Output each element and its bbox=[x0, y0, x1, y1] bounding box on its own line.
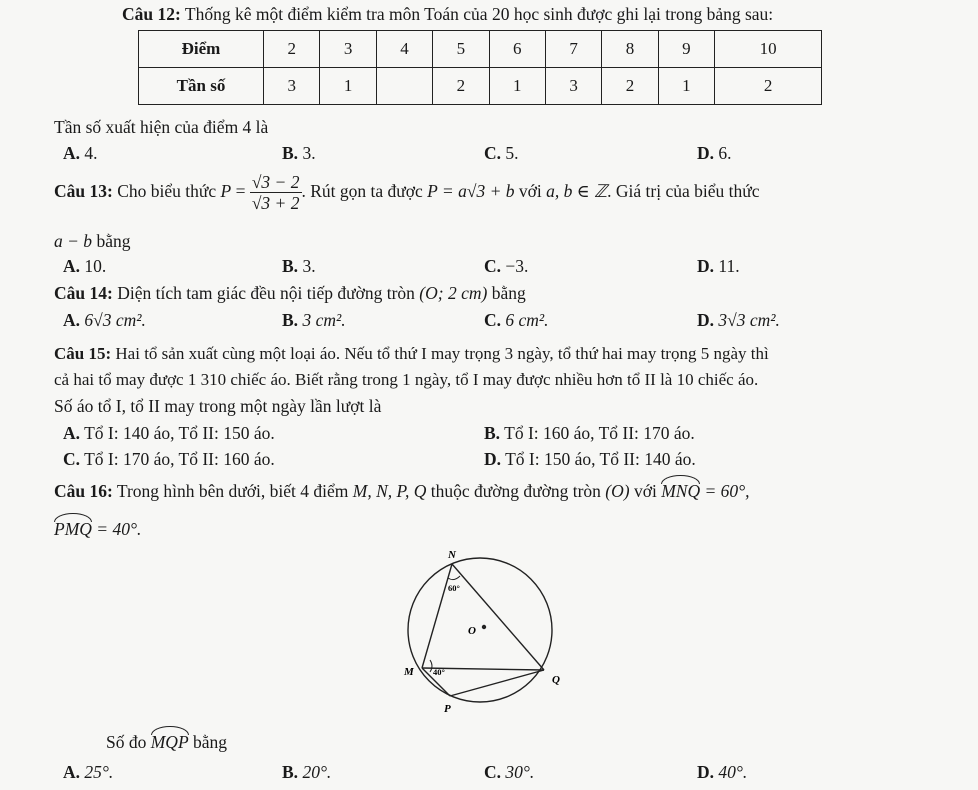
table-header-tanso: Tần số bbox=[139, 68, 264, 105]
q15-text-line1: Hai tổ sản xuất cùng một loại áo. Nếu tổ thứ I may trọng 3 ngày, tổ thứ hai may trọng 5 ngày thì bbox=[115, 344, 769, 363]
table-cell: 2 bbox=[715, 68, 822, 105]
q15-option-b[interactable] bbox=[484, 423, 695, 444]
option-key: D. bbox=[697, 256, 715, 276]
label-p: P bbox=[444, 703, 451, 715]
table-cell: 1 bbox=[658, 68, 714, 105]
table-cell: 6 bbox=[489, 31, 545, 68]
fraction-denominator: √3 + 2 bbox=[251, 193, 300, 214]
q15-option-a[interactable] bbox=[63, 423, 275, 444]
q16-line1 bbox=[54, 481, 750, 502]
table-row-scores bbox=[139, 31, 822, 68]
q13-line2 bbox=[54, 231, 130, 252]
option-text: 10. bbox=[84, 256, 107, 276]
option-text: Tổ I: 140 áo, Tổ II: 150 áo. bbox=[84, 423, 275, 443]
option-text: Tổ I: 160 áo, Tổ II: 170 áo. bbox=[504, 423, 695, 443]
q16-arc2-val: = 40°. bbox=[96, 519, 142, 539]
option-text: 3 cm². bbox=[302, 310, 346, 330]
q13-line1: Câu 13: Cho biểu thức P = $\frac{√3 - 2}{√3 + 2}$ . Rút gọn ta được P = a√3 + b với a, b ∈ ℤ. Giá trị của biểu thức bbox=[54, 172, 760, 214]
table-cell: 8 bbox=[602, 31, 658, 68]
option-text: 6√3 cm². bbox=[84, 310, 146, 330]
option-text: Tổ I: 150 áo, Tổ II: 140 áo. bbox=[505, 449, 696, 469]
q13-condition: a, b ∈ ℤ bbox=[546, 181, 608, 201]
option-text: 40°. bbox=[718, 762, 748, 782]
table-cell: 10 bbox=[715, 31, 822, 68]
option-key: C. bbox=[484, 256, 502, 276]
q15-line3: Số áo tổ I, tổ II may trong một ngày lần lượt là bbox=[54, 396, 382, 416]
q13-label: Câu 13: bbox=[54, 181, 113, 201]
q16-option-d[interactable] bbox=[697, 762, 747, 783]
table-cell: 2 bbox=[602, 68, 658, 105]
option-key: D. bbox=[484, 449, 502, 469]
q14-text: Diện tích tam giác đều nội tiếp đường tròn bbox=[117, 283, 415, 303]
option-key: A. bbox=[63, 143, 81, 163]
option-key: C. bbox=[484, 762, 502, 782]
q14-circle: (O; 2 cm) bbox=[419, 283, 488, 303]
table-cell: 3 bbox=[545, 68, 601, 105]
option-key: B. bbox=[484, 423, 501, 443]
q16-arc1-val: = 60°, bbox=[704, 481, 750, 501]
angle-label-n: 60° bbox=[448, 583, 460, 593]
center-dot bbox=[482, 625, 486, 629]
q15-line1 bbox=[54, 344, 769, 364]
q16-question bbox=[106, 732, 227, 753]
q14-label: Câu 14: bbox=[54, 283, 113, 303]
option-text: −3. bbox=[505, 256, 529, 276]
option-text: 3. bbox=[302, 256, 316, 276]
option-key: B. bbox=[282, 310, 299, 330]
q12-option-b[interactable] bbox=[282, 143, 316, 164]
frequency-table bbox=[138, 30, 822, 105]
table-row-freqs bbox=[139, 68, 822, 105]
q13-text-before: Cho biểu thức bbox=[117, 181, 217, 201]
q13-cond-prefix: với bbox=[518, 181, 542, 201]
q13-option-c[interactable] bbox=[484, 256, 528, 277]
segment-nq bbox=[452, 564, 544, 670]
option-text: Tổ I: 170 áo, Tổ II: 160 áo. bbox=[84, 449, 275, 469]
option-text: 20°. bbox=[302, 762, 332, 782]
option-text: 6. bbox=[718, 143, 732, 163]
q16-arc1: MNQ bbox=[661, 481, 701, 501]
option-key: D. bbox=[697, 762, 715, 782]
table-cell bbox=[376, 68, 432, 105]
angle-mark-m bbox=[430, 660, 432, 672]
angle-label-m: 40° bbox=[433, 667, 445, 677]
option-key: A. bbox=[63, 310, 81, 330]
q16-option-c[interactable] bbox=[484, 762, 534, 783]
table-cell: 4 bbox=[376, 31, 432, 68]
q12-text: Thống kê một điểm kiểm tra môn Toán của 20 học sinh được ghi lại trong bảng sau: bbox=[184, 4, 774, 24]
q12-label: Câu 12: bbox=[122, 4, 181, 24]
q15-line2: cả hai tổ may được 1 310 chiếc áo. Biết rằng trong 1 ngày, tổ I may được nhiều hơn tổ II là 10 chiếc áo. bbox=[54, 370, 759, 389]
q14-option-b[interactable] bbox=[282, 310, 346, 331]
label-m: M bbox=[404, 666, 414, 678]
fraction-numerator: √3 − 2 bbox=[251, 172, 300, 193]
table-cell: 3 bbox=[320, 31, 376, 68]
option-text: 5. bbox=[505, 143, 519, 163]
q14-line bbox=[54, 283, 526, 304]
q13-option-a[interactable] bbox=[63, 256, 106, 277]
table-cell: 2 bbox=[264, 31, 320, 68]
q13-p-var: P bbox=[220, 181, 232, 201]
table-cell: 9 bbox=[658, 31, 714, 68]
option-key: C. bbox=[63, 449, 81, 469]
q13-option-b[interactable] bbox=[282, 256, 316, 277]
q16-circle: (O) bbox=[605, 481, 630, 501]
q12-option-a[interactable] bbox=[63, 143, 98, 164]
option-key: B. bbox=[282, 762, 299, 782]
q13-text-mid: . Rút gọn ta được bbox=[301, 181, 423, 201]
q16-question-prefix: Số đo bbox=[106, 732, 147, 752]
q16-label: Câu 16: bbox=[54, 481, 113, 501]
option-key: A. bbox=[63, 423, 81, 443]
option-text: 4. bbox=[84, 143, 98, 163]
label-q: Q bbox=[552, 674, 560, 686]
table-header-diem: Điểm bbox=[139, 31, 264, 68]
q14-text-after: bằng bbox=[491, 283, 526, 303]
q12-option-d[interactable] bbox=[697, 143, 732, 164]
table-cell: 1 bbox=[320, 68, 376, 105]
table-cell: 7 bbox=[545, 31, 601, 68]
q16-arc2: PMQ bbox=[54, 519, 92, 539]
q15-option-c[interactable] bbox=[63, 449, 275, 470]
table-cell: 2 bbox=[433, 68, 489, 105]
q16-text2: thuộc đường đường tròn bbox=[430, 481, 601, 501]
segment-pq bbox=[450, 670, 544, 696]
q13-line2-text: bằng bbox=[96, 231, 131, 251]
q16-points: M, N, P, Q bbox=[352, 481, 427, 501]
q13-line2-expr: a − b bbox=[54, 231, 93, 251]
option-text: 25°. bbox=[84, 762, 114, 782]
q16-option-b[interactable] bbox=[282, 762, 331, 783]
q12-option-c[interactable] bbox=[484, 143, 519, 164]
option-key: B. bbox=[282, 143, 299, 163]
q16-line2 bbox=[54, 519, 141, 540]
option-key: A. bbox=[63, 256, 81, 276]
option-key: C. bbox=[484, 310, 502, 330]
q13-result-expr: P = a√3 + b bbox=[427, 181, 515, 201]
q16-question-suffix: bằng bbox=[193, 732, 228, 752]
q13-text-after: . Giá trị của biểu thức bbox=[607, 181, 760, 201]
option-text: 3√3 cm². bbox=[718, 310, 780, 330]
q12-header bbox=[122, 4, 773, 25]
circle-figure bbox=[388, 542, 578, 722]
q16-option-a[interactable] bbox=[63, 762, 113, 783]
option-text: 6 cm². bbox=[505, 310, 549, 330]
circle-o bbox=[408, 558, 552, 702]
q12-question: Tần số xuất hiện của điểm 4 là bbox=[54, 117, 269, 137]
angle-mark-n bbox=[448, 576, 460, 580]
table-cell: 3 bbox=[264, 68, 320, 105]
table-cell: 5 bbox=[433, 31, 489, 68]
segment-nm bbox=[422, 564, 452, 668]
q16-text3: với bbox=[633, 481, 657, 501]
option-key: A. bbox=[63, 762, 81, 782]
q15-label: Câu 15: bbox=[54, 344, 112, 363]
q16-question-arc: MQP bbox=[150, 732, 189, 752]
q14-option-c[interactable] bbox=[484, 310, 549, 331]
option-key: C. bbox=[484, 143, 502, 163]
table-cell: 1 bbox=[489, 68, 545, 105]
q13-fraction bbox=[250, 172, 302, 213]
option-key: D. bbox=[697, 310, 715, 330]
option-text: 30°. bbox=[505, 762, 535, 782]
label-n: N bbox=[448, 549, 456, 561]
q13-option-d[interactable] bbox=[697, 256, 740, 277]
q14-option-d[interactable] bbox=[697, 310, 780, 331]
q16-text1: Trong hình bên dưới, biết 4 điểm bbox=[116, 481, 349, 501]
q15-option-d[interactable] bbox=[484, 449, 696, 470]
option-key: D. bbox=[697, 143, 715, 163]
option-text: 11. bbox=[718, 256, 740, 276]
q14-option-a[interactable] bbox=[63, 310, 146, 331]
label-o: O bbox=[468, 625, 476, 637]
option-text: 3. bbox=[302, 143, 316, 163]
option-key: B. bbox=[282, 256, 299, 276]
